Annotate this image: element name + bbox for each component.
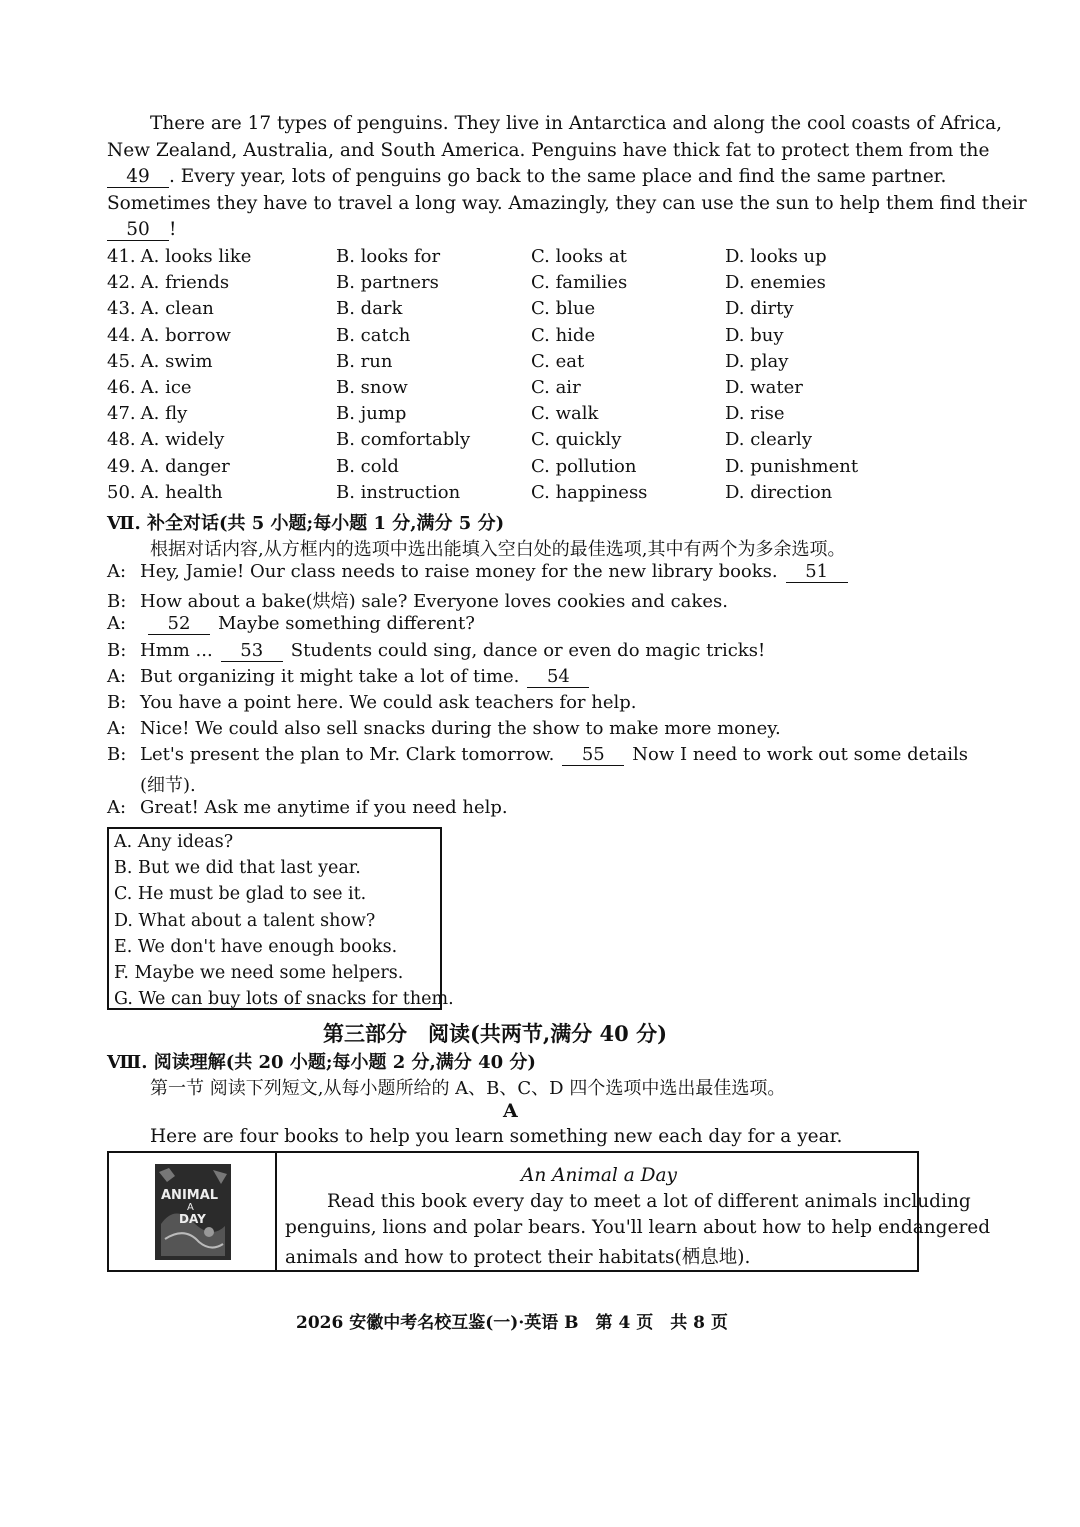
- passage-line-4: Sometimes they have to travel a long way. Amazingly, they can use the sun to help them find their: [107, 193, 1027, 214]
- option-41-b: B. looks for: [336, 246, 441, 267]
- passage-line-1: There are 17 types of penguins. They live in Antarctica and along the cool coasts of Africa,: [150, 113, 1003, 134]
- option-text: A. widely: [140, 429, 225, 451]
- blank-49: 49: [107, 167, 169, 188]
- option-text: A. fly: [140, 403, 188, 425]
- option-48-a: [107, 429, 224, 450]
- option-48-b: B. comfortably: [336, 429, 471, 451]
- option-46-a: [107, 377, 192, 398]
- option-43-a: [107, 298, 214, 319]
- question-number: 43.: [107, 298, 136, 320]
- blank-53: 53: [221, 641, 283, 662]
- dialogue-line: [107, 744, 968, 766]
- option-47-b: B. jump: [336, 403, 407, 425]
- blank-51: 51: [786, 562, 848, 583]
- subsection-1-instruction: 第一节 阅读下列短文,从每小题所给的 A、B、C、D 四个选项中选出最佳选项。: [150, 1078, 786, 1099]
- option-45-d: D. play: [725, 350, 789, 372]
- question-number: 44.: [107, 324, 136, 346]
- question-number: 48.: [107, 429, 136, 451]
- passage-line-3: [107, 166, 947, 188]
- option-43-c: C. blue: [531, 298, 596, 320]
- option-44-d: D. buy: [725, 324, 784, 346]
- choice-option: F. Maybe we need some helpers.: [114, 963, 404, 983]
- blank-50: 50: [107, 220, 169, 241]
- cover-text-day: DAY: [179, 1212, 206, 1226]
- passage-line-2: New Zealand, Australia, and South America. Penguins have thick fat to protect them from the: [107, 140, 990, 161]
- option-45-c: C. eat: [531, 350, 585, 372]
- option-42-a: [107, 272, 229, 293]
- question-number: 41.: [107, 246, 136, 267]
- option-text: A. health: [140, 481, 223, 503]
- option-46-b: B. snow: [336, 377, 408, 398]
- dialogue-text: Now I need to work out some details: [632, 744, 969, 766]
- option-49-d: D. punishment: [725, 455, 859, 477]
- book-desc-line-1: Read this book every day to meet a lot of different animals including: [327, 1191, 971, 1212]
- book-title: An Animal a Day: [521, 1165, 677, 1186]
- section-7-instruction: 根据对话内容,从方框内的选项中选出能填入空白处的最佳选项,其中有两个为多余选项。: [150, 539, 846, 560]
- option-48-d: D. clearly: [725, 429, 812, 451]
- dialogue-text: You have a point here. We could ask teachers for help.: [140, 692, 637, 713]
- dialogue-line: [107, 613, 475, 635]
- reading-intro: Here are four books to help you learn something new each day for a year.: [150, 1126, 843, 1147]
- question-number: 49.: [107, 455, 136, 477]
- dialogue-text: Let's present the plan to Mr. Clark tomorrow.: [140, 744, 555, 766]
- dialogue-text: Students could sing, dance or even do magic tricks!: [290, 639, 766, 661]
- choice-option: B. But we did that last year.: [114, 858, 361, 879]
- book-desc-line-2: penguins, lions and polar bears. You'll learn about how to help endangered: [285, 1217, 991, 1238]
- choice-option: G. We can buy lots of snacks for them.: [114, 989, 454, 1010]
- option-45-a: [107, 351, 213, 372]
- passage-line-5: [107, 219, 913, 241]
- option-text: A. friends: [140, 272, 230, 294]
- dialogue-line: [107, 587, 728, 613]
- question-number: 50.: [107, 481, 136, 503]
- dialogue-line: [107, 718, 781, 739]
- speaker-label: B:: [107, 744, 127, 766]
- section-7-heading: Ⅶ. 补全对话(共 5 小题;每小题 1 分,满分 5 分): [107, 513, 505, 534]
- dialogue-line: [107, 666, 597, 688]
- option-43-b: B. dark: [336, 298, 403, 320]
- dialogue-line: [107, 640, 765, 662]
- passage-line-5-text: !: [169, 219, 177, 240]
- cover-text-animal: ANIMAL: [161, 1188, 219, 1203]
- choice-option: D. What about a talent show?: [114, 910, 376, 931]
- speaker-label: B:: [107, 591, 127, 613]
- dialogue-line: [107, 797, 508, 818]
- speaker-label: A:: [107, 718, 127, 740]
- choice-option: E. We don't have enough books.: [114, 936, 398, 957]
- choice-box: [107, 827, 454, 1010]
- option-41-c: C. looks at: [531, 246, 627, 267]
- option-42-b: B. partners: [336, 272, 439, 294]
- table-divider: [275, 1153, 277, 1270]
- option-44-a: [107, 325, 231, 346]
- dialogue-text: Hmm ...: [140, 639, 213, 661]
- dialogue-text: Hey, Jamie! Our class needs to raise money for the new library books.: [140, 561, 778, 582]
- blank-52: 52: [148, 614, 210, 635]
- page-footer: 2026 安徽中考名校互鉴(一)·英语 B 第 4 页 共 8 页: [296, 1313, 728, 1333]
- option-text: A. swim: [140, 350, 213, 372]
- book-cover-image: [155, 1164, 231, 1260]
- option-46-c: C. air: [531, 377, 581, 398]
- part-3-heading: 第三部分 阅读(共两节,满分 40 分): [323, 1021, 668, 1046]
- cover-text-a: A: [187, 1202, 194, 1213]
- option-42-d: D. enemies: [725, 272, 826, 294]
- speaker-label: A:: [107, 796, 127, 818]
- option-42-c: C. families: [531, 272, 628, 294]
- dialogue-text: Nice! We could also sell snacks during the show to make more money.: [140, 718, 781, 740]
- section-8-heading: Ⅷ. 阅读理解(共 20 小题;每小题 2 分,满分 40 分): [107, 1052, 536, 1073]
- question-number: 45.: [107, 350, 136, 372]
- speaker-label: B:: [107, 639, 127, 661]
- option-47-c: C. walk: [531, 403, 599, 425]
- option-text: A. borrow: [140, 324, 231, 346]
- option-text: A. ice: [140, 377, 192, 398]
- option-50-c: C. happiness: [531, 481, 648, 503]
- question-number: 42.: [107, 272, 136, 294]
- blank-55: 55: [562, 745, 624, 766]
- option-44-c: C. hide: [531, 324, 596, 346]
- speaker-label: A:: [107, 561, 127, 582]
- option-49-b: B. cold: [336, 455, 399, 477]
- question-number: 46.: [107, 377, 136, 398]
- speaker-label: A:: [107, 613, 127, 635]
- option-text: A. clean: [140, 298, 214, 320]
- option-47-d: D. rise: [725, 403, 785, 425]
- option-50-a: [107, 482, 223, 503]
- option-44-b: B. catch: [336, 324, 411, 346]
- dialogue-text: Maybe something different?: [218, 613, 475, 635]
- option-41-a: [107, 246, 251, 267]
- dialogue-line: [107, 771, 196, 797]
- blank-54: 54: [527, 667, 589, 688]
- option-46-d: D. water: [725, 377, 803, 398]
- passage-line-3-text: . Every year, lots of penguins go back to the same place and find the same partner.: [169, 166, 947, 187]
- option-text: A. looks like: [140, 246, 252, 267]
- option-45-b: B. run: [336, 350, 393, 372]
- option-47-a: [107, 403, 187, 424]
- dialogue-text: How about a bake(烘焙) sale? Everyone loves cookies and cakes.: [140, 591, 728, 613]
- option-41-d: D. looks up: [725, 246, 827, 267]
- dialogue-text: Great! Ask me anytime if you need help.: [140, 796, 508, 818]
- dialogue-text: But organizing it might take a lot of time.: [140, 665, 520, 687]
- book-table: [107, 1151, 991, 1272]
- passage-letter: A: [503, 1100, 518, 1122]
- choice-option: A. Any ideas?: [114, 832, 234, 852]
- dialogue-line: [107, 561, 856, 583]
- option-49-c: C. pollution: [531, 455, 637, 477]
- choice-option: C. He must be glad to see it.: [114, 884, 367, 905]
- option-50-d: D. direction: [725, 481, 833, 503]
- speaker-label: A:: [107, 665, 127, 687]
- option-text: A. danger: [140, 455, 230, 477]
- book-desc-line-3: animals and how to protect their habitats(栖息地).: [285, 1247, 751, 1268]
- dialogue-text: (细节).: [140, 774, 196, 796]
- option-43-d: D. dirty: [725, 298, 794, 320]
- speaker-label: B:: [107, 692, 127, 713]
- option-50-b: B. instruction: [336, 481, 461, 503]
- dialogue-line: [107, 692, 637, 713]
- question-number: 47.: [107, 403, 136, 425]
- option-48-c: C. quickly: [531, 429, 622, 451]
- option-49-a: [107, 456, 230, 477]
